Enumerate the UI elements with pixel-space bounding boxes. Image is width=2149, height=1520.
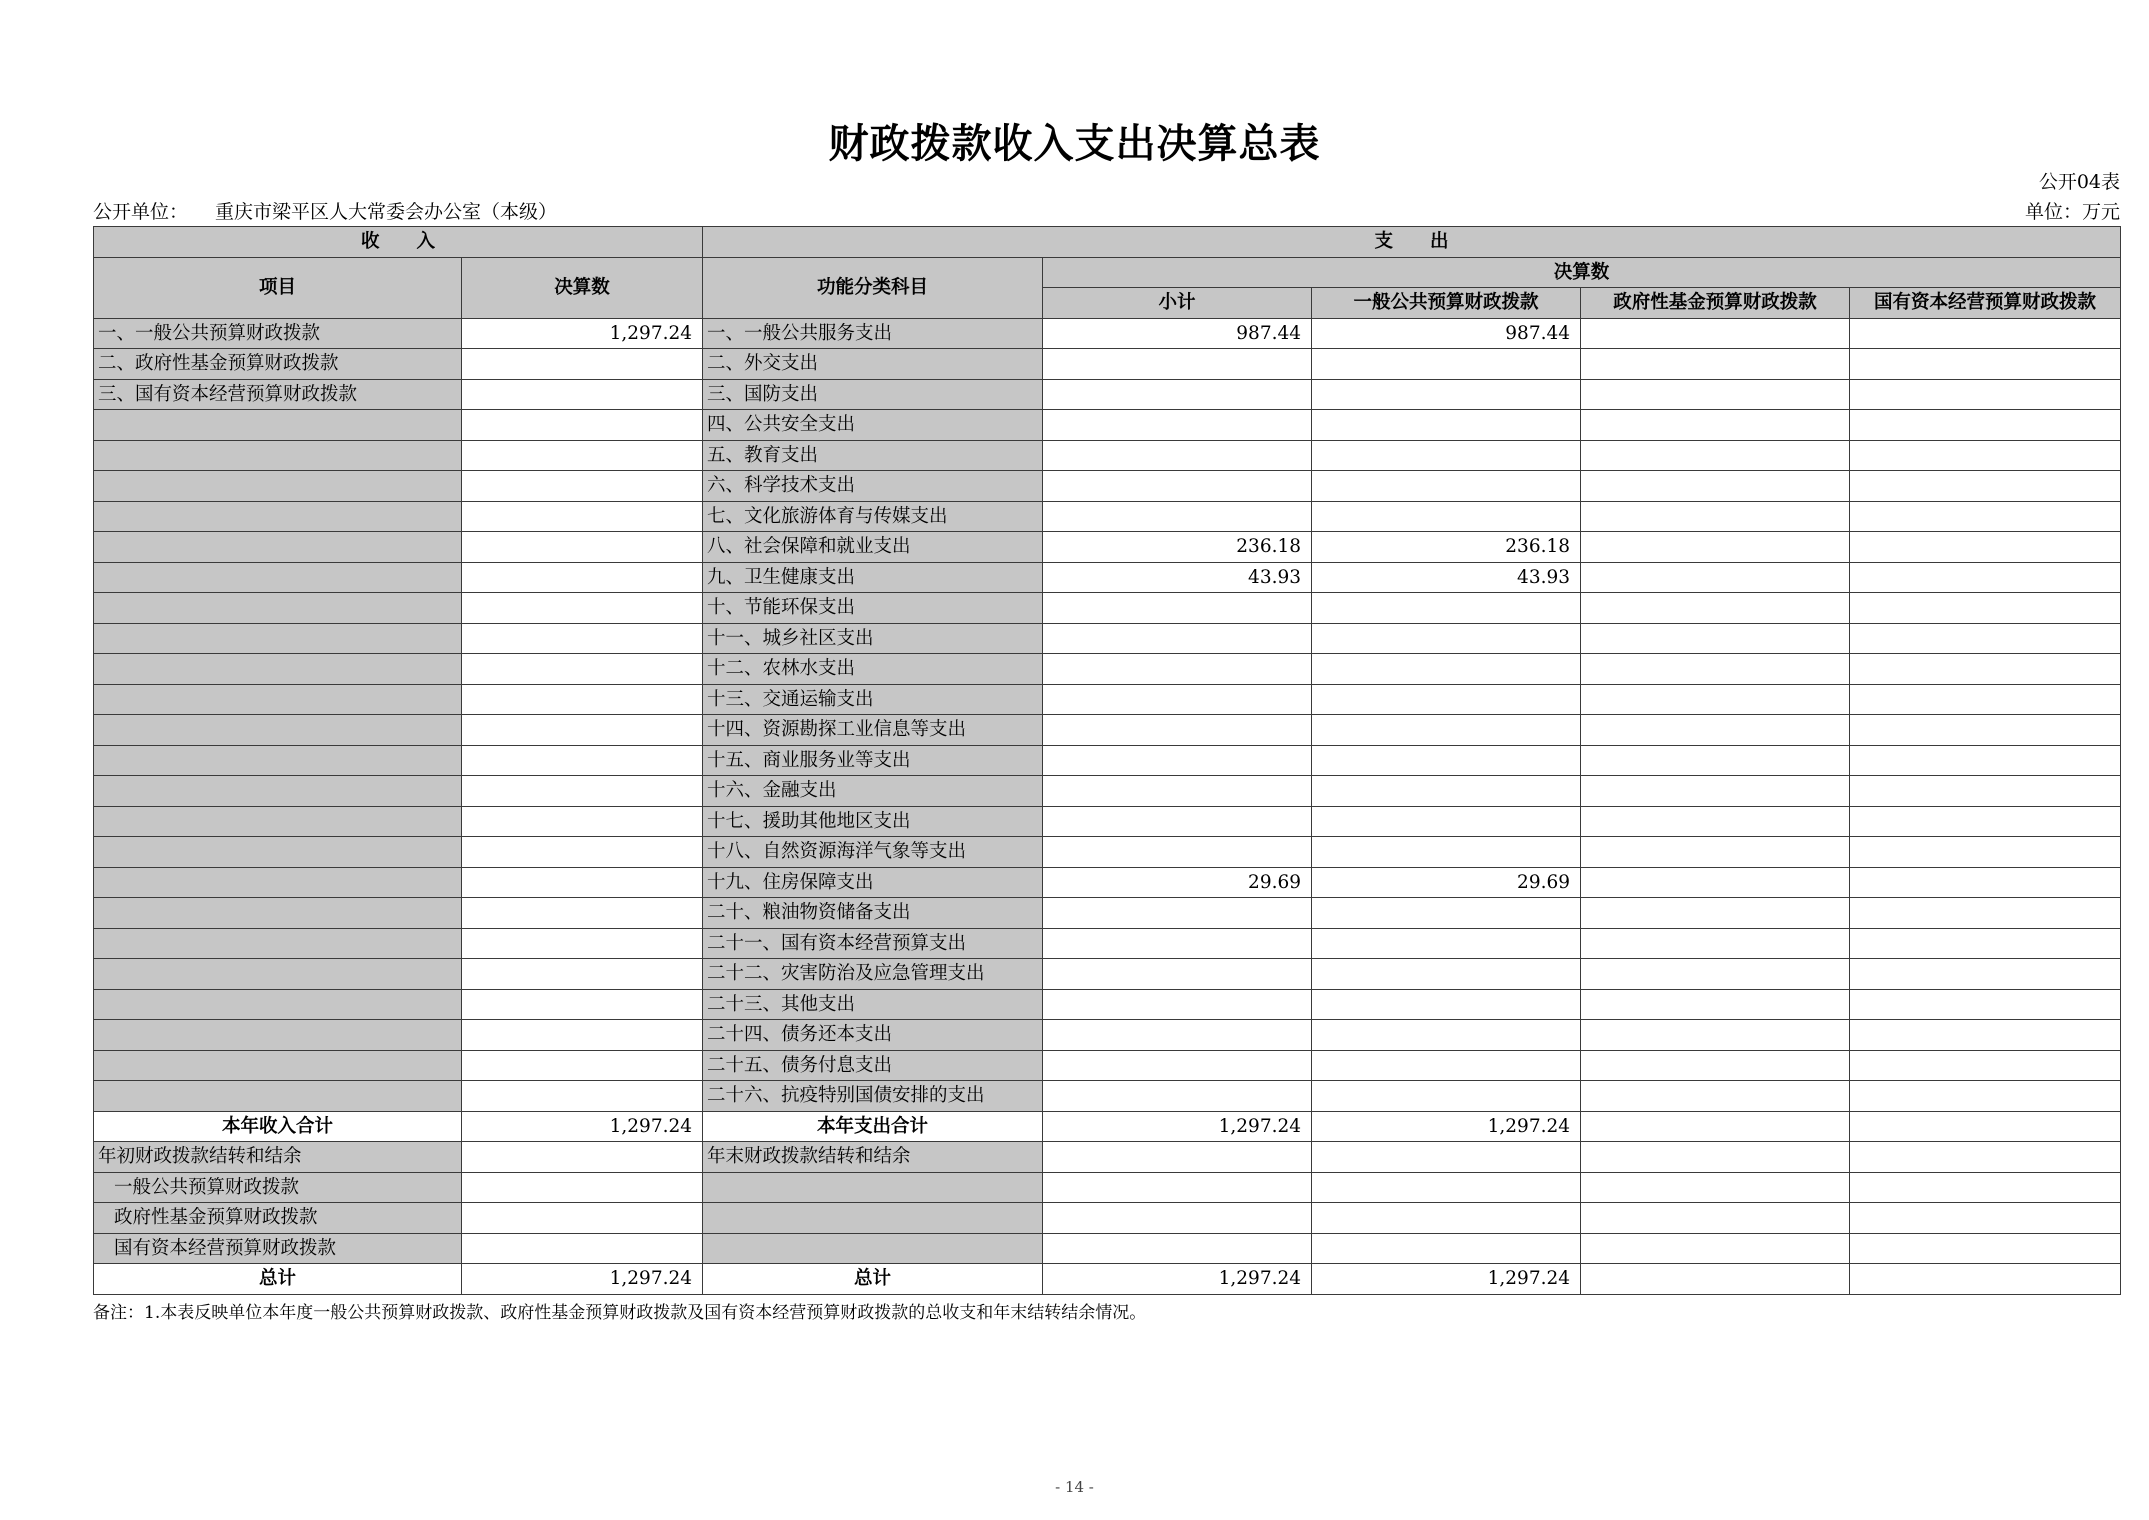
subtotal-cell: 1,297.24 <box>1043 1264 1312 1295</box>
table-row <box>94 562 2121 593</box>
income-amount-cell <box>462 867 703 898</box>
general-budget-cell: 29.69 <box>1312 867 1581 898</box>
gov-fund-cell <box>1581 410 1850 441</box>
subtotal-cell <box>1043 684 1312 715</box>
income-amount-cell <box>462 776 703 807</box>
income-item-cell: 三、国有资本经营预算财政拨款 <box>94 379 462 410</box>
table-row <box>94 593 2121 624</box>
function-category-cell: 十六、金融支出 <box>703 776 1043 807</box>
general-budget-cell: 43.93 <box>1312 562 1581 593</box>
function-category-cell <box>703 1233 1043 1264</box>
gov-fund-cell <box>1581 501 1850 532</box>
income-amount-cell <box>462 1081 703 1112</box>
income-item-cell <box>94 440 462 471</box>
amount-cell <box>1312 1203 1581 1234</box>
state-capital-cell <box>1850 928 2121 959</box>
function-category-cell: 十七、援助其他地区支出 <box>703 806 1043 837</box>
header-row-2 <box>94 257 2121 288</box>
table-row <box>94 1050 2121 1081</box>
carryover-sub-item-label: 国有资本经营预算财政拨款 <box>94 1233 462 1264</box>
gov-fund-cell <box>1581 745 1850 776</box>
gov-fund-cell <box>1581 989 1850 1020</box>
subtotal-cell <box>1043 1020 1312 1051</box>
gov-fund-cell <box>1581 684 1850 715</box>
table-row <box>94 1020 2121 1051</box>
function-category-cell: 二十六、抗疫特别国债安排的支出 <box>703 1081 1043 1112</box>
state-capital-cell <box>1850 959 2121 990</box>
state-capital-cell <box>1850 318 2121 349</box>
function-category-cell: 十二、农林水支出 <box>703 654 1043 685</box>
state-capital-cell <box>1850 593 2121 624</box>
function-category-cell: 四、公共安全支出 <box>703 410 1043 441</box>
income-item-cell <box>94 806 462 837</box>
final-amount-group-header: 决算数 <box>1043 257 2121 288</box>
gov-fund-cell <box>1581 593 1850 624</box>
unit-label: 单位：万元 <box>2024 201 2120 223</box>
income-item-cell <box>94 959 462 990</box>
gov-fund-cell <box>1581 837 1850 868</box>
table-row <box>94 440 2121 471</box>
function-category-cell: 七、文化旅游体育与传媒支出 <box>703 501 1043 532</box>
table-row <box>94 837 2121 868</box>
subtotal-cell: 236.18 <box>1043 532 1312 563</box>
amount-cell <box>1581 1203 1850 1234</box>
amount-cell <box>1043 1172 1312 1203</box>
general-budget-cell <box>1312 898 1581 929</box>
table-row <box>94 684 2121 715</box>
carryover-sub-item-label: 一般公共预算财政拨款 <box>94 1172 462 1203</box>
state-capital-cell <box>1850 562 2121 593</box>
general-budget-cell <box>1312 1081 1581 1112</box>
general-budget-cell <box>1312 410 1581 441</box>
table-row <box>94 318 2121 349</box>
income-amount-cell <box>462 532 703 563</box>
general-budget-cell <box>1312 440 1581 471</box>
income-item-cell <box>94 623 462 654</box>
function-category-cell: 二十一、国有资本经营预算支出 <box>703 928 1043 959</box>
grand-income-total-amount: 1,297.24 <box>462 1264 703 1295</box>
year-income-total-amount: 1,297.24 <box>462 1111 703 1142</box>
carryover-row <box>94 1142 2121 1173</box>
year-expense-total-label: 本年支出合计 <box>703 1111 1043 1142</box>
income-item-cell <box>94 1081 462 1112</box>
amount-cell <box>1043 1203 1312 1234</box>
org-unit-line <box>93 197 2120 223</box>
state-capital-cell <box>1850 745 2121 776</box>
state-capital-cell <box>1850 776 2121 807</box>
general-budget-cell <box>1312 379 1581 410</box>
subtotal-cell <box>1043 989 1312 1020</box>
subtotal-cell <box>1043 349 1312 380</box>
table-row <box>94 532 2121 563</box>
function-category-cell: 二十二、灾害防治及应急管理支出 <box>703 959 1043 990</box>
income-amount-cell <box>462 654 703 685</box>
state-capital-cell <box>1850 532 2121 563</box>
subtotal-cell <box>1043 715 1312 746</box>
function-category-cell: 八、社会保障和就业支出 <box>703 532 1043 563</box>
general-budget-cell <box>1312 715 1581 746</box>
income-amount-cell <box>462 1172 703 1203</box>
gov-fund-header: 政府性基金预算财政拨款 <box>1581 288 1850 319</box>
general-budget-cell <box>1312 776 1581 807</box>
gov-fund-cell <box>1581 379 1850 410</box>
income-amount-cell <box>462 989 703 1020</box>
table-row <box>94 501 2121 532</box>
income-amount-cell <box>462 806 703 837</box>
gov-fund-cell <box>1581 532 1850 563</box>
function-category-header: 功能分类科目 <box>703 257 1043 318</box>
page-title: 财政拨款收入支出决算总表 <box>828 121 1321 167</box>
income-amount-cell <box>462 471 703 502</box>
state-capital-cell <box>1850 1111 2121 1142</box>
function-category-cell: 十八、自然资源海洋气象等支出 <box>703 837 1043 868</box>
grand-total-row <box>94 1264 2121 1295</box>
income-item-cell <box>94 898 462 929</box>
table-row <box>94 959 2121 990</box>
income-item-cell <box>94 501 462 532</box>
gov-fund-cell <box>1581 1050 1850 1081</box>
expenditure-header: 支 出 <box>703 227 2121 258</box>
general-budget-cell <box>1312 471 1581 502</box>
table-row <box>94 410 2121 441</box>
income-amount-cell <box>462 1203 703 1234</box>
income-amount-cell <box>462 562 703 593</box>
function-category-cell: 二十五、债务付息支出 <box>703 1050 1043 1081</box>
general-budget-cell <box>1312 1020 1581 1051</box>
general-budget-cell: 236.18 <box>1312 532 1581 563</box>
carryover-sub-item-label: 政府性基金预算财政拨款 <box>94 1203 462 1234</box>
income-item-cell <box>94 715 462 746</box>
general-budget-cell <box>1312 593 1581 624</box>
state-capital-cell <box>1850 867 2121 898</box>
gov-fund-cell <box>1581 654 1850 685</box>
function-category-cell: 十五、商业服务业等支出 <box>703 745 1043 776</box>
table-row <box>94 349 2121 380</box>
state-capital-header: 国有资本经营预算财政拨款 <box>1850 288 2121 319</box>
gov-fund-cell <box>1581 959 1850 990</box>
income-amount-cell <box>462 379 703 410</box>
function-category-cell: 十一、城乡社区支出 <box>703 623 1043 654</box>
function-category-cell: 五、教育支出 <box>703 440 1043 471</box>
income-item-cell <box>94 837 462 868</box>
function-category-cell: 二十四、债务还本支出 <box>703 1020 1043 1051</box>
amount-cell <box>1850 1142 2121 1173</box>
table-row <box>94 867 2121 898</box>
amount-cell <box>1850 1203 2121 1234</box>
subtotal-cell <box>1043 654 1312 685</box>
general-budget-cell: 1,297.24 <box>1312 1264 1581 1295</box>
general-budget-cell: 987.44 <box>1312 318 1581 349</box>
subtotal-cell: 43.93 <box>1043 562 1312 593</box>
function-category-cell: 十三、交通运输支出 <box>703 684 1043 715</box>
grand-expense-total-label: 总计 <box>703 1264 1043 1295</box>
table-row <box>94 806 2121 837</box>
state-capital-cell <box>1850 1050 2121 1081</box>
state-capital-cell <box>1850 623 2121 654</box>
income-amount-cell <box>462 349 703 380</box>
gov-fund-cell <box>1581 440 1850 471</box>
gov-fund-cell <box>1581 1111 1850 1142</box>
subtotal-cell <box>1043 745 1312 776</box>
income-item-cell <box>94 776 462 807</box>
gov-fund-cell <box>1581 867 1850 898</box>
income-amount-cell <box>462 898 703 929</box>
subtotal-cell <box>1043 501 1312 532</box>
general-budget-cell <box>1312 684 1581 715</box>
table-row <box>94 776 2121 807</box>
state-capital-cell <box>1850 715 2121 746</box>
gov-fund-cell <box>1581 318 1850 349</box>
function-category-cell: 十、节能环保支出 <box>703 593 1043 624</box>
income-amount-cell <box>462 1142 703 1173</box>
gov-fund-cell <box>1581 928 1850 959</box>
amount-cell <box>1312 1233 1581 1264</box>
gov-fund-cell <box>1581 471 1850 502</box>
amount-cell <box>1312 1172 1581 1203</box>
footnote: 备注：1.本表反映单位本年度一般公共预算财政拨款、政府性基金预算财政拨款及国有资本经营预算财政拨款的总收支和年末结转结余情况。 <box>93 1303 1147 1323</box>
function-category-cell <box>703 1172 1043 1203</box>
subtotal-cell <box>1043 410 1312 441</box>
income-item-cell <box>94 1020 462 1051</box>
income-item-cell <box>94 928 462 959</box>
subtotal-cell <box>1043 623 1312 654</box>
income-item-cell <box>94 654 462 685</box>
state-capital-cell <box>1850 1081 2121 1112</box>
amount-cell <box>1581 1233 1850 1264</box>
table-row <box>94 654 2121 685</box>
income-amount-cell <box>462 1020 703 1051</box>
income-amount-cell <box>462 623 703 654</box>
gov-fund-cell <box>1581 1081 1850 1112</box>
subtotal-cell: 987.44 <box>1043 318 1312 349</box>
income-amount-cell <box>462 1233 703 1264</box>
general-budget-header: 一般公共预算财政拨款 <box>1312 288 1581 319</box>
state-capital-cell <box>1850 654 2121 685</box>
grand-income-total-label: 总计 <box>94 1264 462 1295</box>
page-number: - 14 - <box>1055 1478 1094 1496</box>
general-budget-cell <box>1312 745 1581 776</box>
state-capital-cell <box>1850 1020 2121 1051</box>
income-amount-cell <box>462 440 703 471</box>
subtotal-cell <box>1043 471 1312 502</box>
year-total-row <box>94 1111 2121 1142</box>
income-amount-cell <box>462 928 703 959</box>
amount-cell <box>1850 1233 2121 1264</box>
income-item-cell <box>94 562 462 593</box>
general-budget-cell <box>1312 623 1581 654</box>
general-budget-cell: 1,297.24 <box>1312 1111 1581 1142</box>
function-category-cell: 九、卫生健康支出 <box>703 562 1043 593</box>
income-item-cell <box>94 867 462 898</box>
gov-fund-cell <box>1581 1264 1850 1295</box>
item-header: 项目 <box>94 257 462 318</box>
table-row <box>94 715 2121 746</box>
table-row <box>94 623 2121 654</box>
income-amount-cell <box>462 593 703 624</box>
gov-fund-cell <box>1581 776 1850 807</box>
general-budget-cell <box>1312 501 1581 532</box>
subtotal-cell <box>1043 898 1312 929</box>
general-budget-cell <box>1312 959 1581 990</box>
amount-cell <box>1581 1142 1850 1173</box>
state-capital-cell <box>1850 349 2121 380</box>
state-capital-cell <box>1850 440 2121 471</box>
income-item-cell <box>94 1050 462 1081</box>
subtotal-cell <box>1043 837 1312 868</box>
income-item-cell <box>94 745 462 776</box>
income-amount-cell <box>462 959 703 990</box>
state-capital-cell <box>1850 898 2121 929</box>
subtotal-cell <box>1043 1050 1312 1081</box>
general-budget-cell <box>1312 1050 1581 1081</box>
state-capital-cell <box>1850 1264 2121 1295</box>
income-item-cell <box>94 410 462 441</box>
general-budget-cell <box>1312 806 1581 837</box>
subtotal-cell <box>1043 959 1312 990</box>
amount-cell <box>1850 1172 2121 1203</box>
subtotal-cell <box>1043 776 1312 807</box>
function-category-cell: 十九、住房保障支出 <box>703 867 1043 898</box>
income-amount-cell <box>462 837 703 868</box>
income-item-cell <box>94 593 462 624</box>
subtotal-cell: 1,297.24 <box>1043 1111 1312 1142</box>
amount-cell <box>1312 1142 1581 1173</box>
year-income-total-label: 本年收入合计 <box>94 1111 462 1142</box>
subtotal-header: 小计 <box>1043 288 1312 319</box>
function-category-cell <box>703 1203 1043 1234</box>
gov-fund-cell <box>1581 898 1850 929</box>
end-carryover-label: 年末财政拨款结转和结余 <box>703 1142 1043 1173</box>
income-header: 收 入 <box>94 227 703 258</box>
table-row <box>94 989 2121 1020</box>
income-item-cell <box>94 471 462 502</box>
header-row-1 <box>94 227 2121 258</box>
general-budget-cell <box>1312 928 1581 959</box>
table-row <box>94 745 2121 776</box>
general-budget-cell <box>1312 654 1581 685</box>
income-item-cell <box>94 532 462 563</box>
gov-fund-cell <box>1581 715 1850 746</box>
carryover-sub-row <box>94 1172 2121 1203</box>
gov-fund-cell <box>1581 1020 1850 1051</box>
subtotal-cell <box>1043 593 1312 624</box>
general-budget-cell <box>1312 349 1581 380</box>
table-row <box>94 379 2121 410</box>
amount-cell <box>1581 1172 1850 1203</box>
function-category-cell: 二、外交支出 <box>703 349 1043 380</box>
subtotal-cell <box>1043 379 1312 410</box>
state-capital-cell <box>1850 989 2121 1020</box>
carryover-sub-row <box>94 1203 2121 1234</box>
function-category-cell: 二十、粮油物资储备支出 <box>703 898 1043 929</box>
final-amount-header: 决算数 <box>462 257 703 318</box>
income-item-cell: 二、政府性基金预算财政拨款 <box>94 349 462 380</box>
income-item-cell: 一、一般公共预算财政拨款 <box>94 318 462 349</box>
state-capital-cell <box>1850 837 2121 868</box>
table-row <box>94 928 2121 959</box>
general-budget-cell <box>1312 837 1581 868</box>
form-number: 公开04表 <box>2038 171 2120 193</box>
income-item-cell <box>94 989 462 1020</box>
income-amount-cell: 1,297.24 <box>462 318 703 349</box>
table-row <box>94 898 2121 929</box>
function-category-cell: 十四、资源勘探工业信息等支出 <box>703 715 1043 746</box>
carryover-sub-row <box>94 1233 2121 1264</box>
income-amount-cell <box>462 1050 703 1081</box>
function-category-cell: 一、一般公共服务支出 <box>703 318 1043 349</box>
income-amount-cell <box>462 684 703 715</box>
function-category-cell: 二十三、其他支出 <box>703 989 1043 1020</box>
state-capital-cell <box>1850 379 2121 410</box>
state-capital-cell <box>1850 684 2121 715</box>
state-capital-cell <box>1850 501 2121 532</box>
state-capital-cell <box>1850 806 2121 837</box>
begin-carryover-label: 年初财政拨款结转和结余 <box>94 1142 462 1173</box>
subtotal-cell <box>1043 806 1312 837</box>
table-row <box>94 471 2121 502</box>
subtotal-cell: 29.69 <box>1043 867 1312 898</box>
income-amount-cell <box>462 715 703 746</box>
amount-cell <box>1043 1233 1312 1264</box>
state-capital-cell <box>1850 410 2121 441</box>
state-capital-cell <box>1850 471 2121 502</box>
subtotal-cell <box>1043 440 1312 471</box>
gov-fund-cell <box>1581 349 1850 380</box>
income-amount-cell <box>462 410 703 441</box>
subtotal-cell <box>1043 1081 1312 1112</box>
gov-fund-cell <box>1581 562 1850 593</box>
gov-fund-cell <box>1581 623 1850 654</box>
table-row <box>94 1081 2121 1112</box>
org-label: 公开单位： <box>93 201 189 223</box>
subtotal-cell <box>1043 928 1312 959</box>
function-category-cell: 三、国防支出 <box>703 379 1043 410</box>
general-budget-cell <box>1312 989 1581 1020</box>
budget-table <box>93 226 2121 1295</box>
amount-cell <box>1043 1142 1312 1173</box>
income-item-cell <box>94 684 462 715</box>
gov-fund-cell <box>1581 806 1850 837</box>
function-category-cell: 六、科学技术支出 <box>703 471 1043 502</box>
org-name: 重庆市梁平区人大常委会办公室（本级） <box>215 201 558 223</box>
income-amount-cell <box>462 745 703 776</box>
income-amount-cell <box>462 501 703 532</box>
